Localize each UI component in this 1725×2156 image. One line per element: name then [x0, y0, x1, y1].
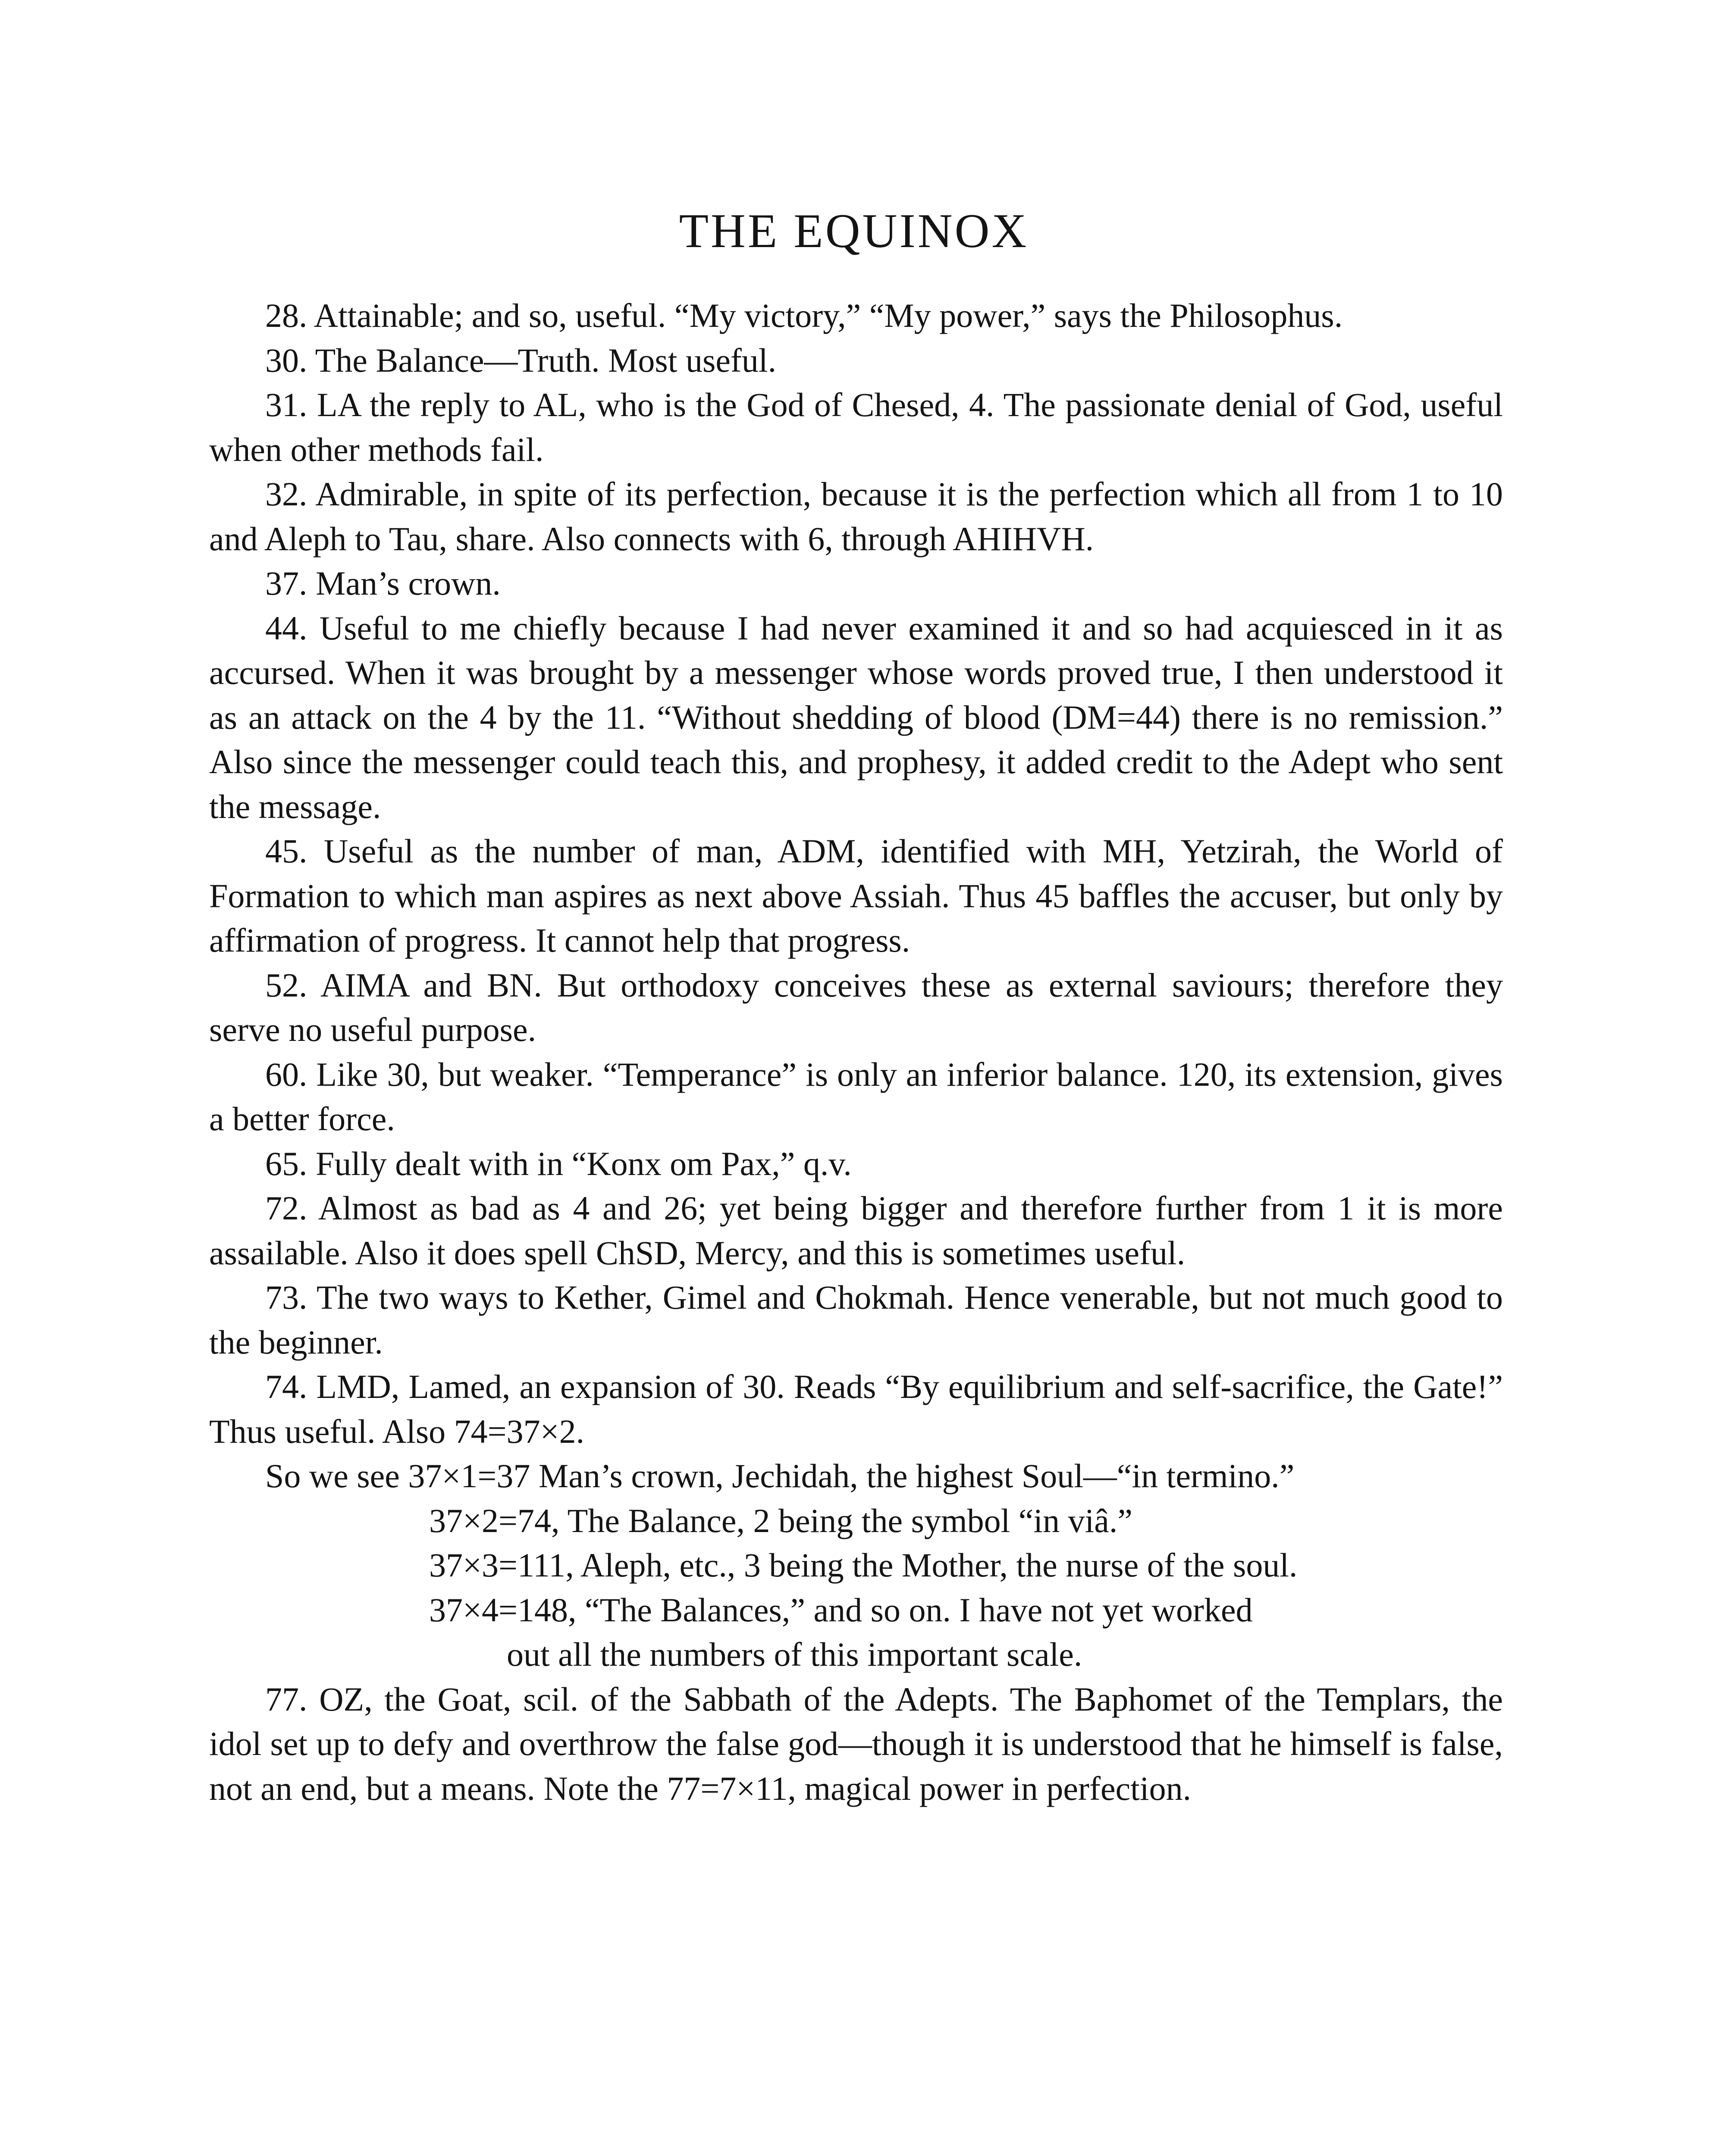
entry-31: 31. LA the reply to AL, who is the God of Chesed, 4. The passionate denial of God, useful when other methods fail.	[209, 386, 1503, 468]
scale-line-1: So we see 37×1=37 Man’s crown, Jechidah, the highest Soul—“in termino.”	[265, 1457, 1295, 1495]
entry-74: 74. LMD, Lamed, an expansion of 30. Reads “By equilibrium and self-sacrifice, the Gate!” Thus useful. Also 74=37×2.	[209, 1368, 1503, 1450]
scale-line-4: 37×4=148, “The Balances,” and so on. I have not yet worked	[429, 1591, 1253, 1629]
scale-line-5: out all the numbers of this important scale.	[507, 1636, 1082, 1673]
body-text	[209, 293, 1503, 1811]
entry-52: 52. AIMA and BN. But orthodoxy conceives these as external saviours; therefore they serve no useful purpose.	[209, 966, 1503, 1048]
entry-77: 77. OZ, the Goat, scil. of the Sabbath of the Adepts. The Baphomet of the Templars, the idol set up to defy and overthrow the false god—though it is understood that he himself is false, not an end, but a means. Note the 77=7×11, magical power in perfection.	[209, 1680, 1503, 1807]
entry-32: 32. Admirable, in spite of its perfection, because it is the perfection which all from 1 to 10 and Aleph to Tau, share. Also connects with 6, through AHIHVH.	[209, 475, 1503, 558]
entry-73: 73. The two ways to Kether, Gimel and Chokmah. Hence venerable, but not much good to the beginner.	[209, 1279, 1503, 1361]
entry-44: 44. Useful to me chiefly because I had never examined it and so had acquiesced in it as accursed. When it was brought by a messenger whose words proved true, I then understood it as an attack on the 4 by the 11. “Without shedding of blood (DM=44) there is no remission.” Also since the messenger could teach this, and prophesy, it added credit to the Adept who sent the message.	[209, 609, 1503, 825]
scale-of-37	[209, 1454, 1503, 1677]
entry-45: 45. Useful as the number of man, ADM, identified with MH, Yetzirah, the World of Formation to which man aspires as next above Assiah. Thus 45 baffles the accuser, but only by affirmation of progress. It cannot help that progress.	[209, 832, 1503, 959]
entry-37: 37. Man’s crown.	[265, 564, 501, 602]
running-head: THE EQUINOX	[679, 204, 1029, 258]
entry-72: 72. Almost as bad as 4 and 26; yet being bigger and therefore further from 1 it is more assailable. Also it does spell ChSD, Mercy, and this is sometimes useful.	[209, 1189, 1503, 1272]
scale-line-3: 37×3=111, Aleph, etc., 3 being the Mother, the nurse of the soul.	[429, 1546, 1298, 1584]
scale-line-2: 37×2=74, The Balance, 2 being the symbol “in viâ.”	[429, 1501, 1132, 1539]
entry-30: 30. The Balance—Truth. Most useful.	[265, 341, 777, 379]
entry-60: 60. Like 30, but weaker. “Temperance” is only an inferior balance. 120, its extension, gives a better force.	[209, 1055, 1503, 1138]
entry-28: 28. Attainable; and so, useful. “My victory,” “My power,” says the Philosophus.	[265, 297, 1343, 334]
entry-65: 65. Fully dealt with in “Konx om Pax,” q.v.	[265, 1144, 852, 1182]
